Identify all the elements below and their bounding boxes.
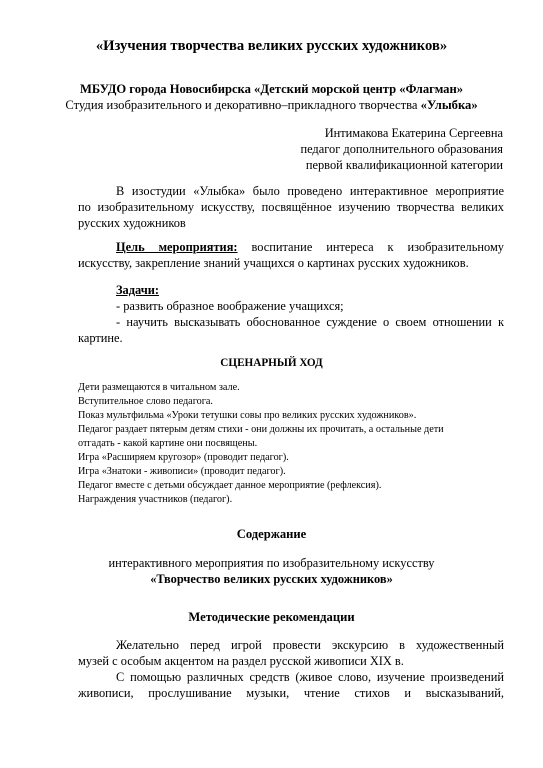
methods-line: С помощью различных средств (живое слово, изучение произведений bbox=[116, 670, 504, 684]
methods-heading: Методические рекомендации bbox=[188, 610, 355, 624]
task-item-1: - развить образное воображение учащихся; bbox=[116, 299, 344, 313]
scenario-heading: СЦЕНАРНЫЙ ХОД bbox=[220, 357, 323, 369]
scenario-line: отгадать - какой картине они посвящены. bbox=[78, 438, 258, 449]
content-line-2: «Творчество великих русских художников» bbox=[150, 572, 393, 586]
scenario-line: Дети размещаются в читальном зале. bbox=[78, 382, 240, 393]
tasks-label: Задачи: bbox=[116, 283, 159, 297]
author-category: первой квалификационной категории bbox=[305, 158, 503, 172]
task-item-2: - научить высказывать обоснованное суждение о своем отношении к bbox=[116, 315, 504, 329]
scenario-line: Показ мультфильма «Уроки тетушки совы про великих русских художников». bbox=[78, 410, 417, 421]
intro-line-2: по изобразительному искусству, посвящённое изучению творчества великих bbox=[78, 200, 504, 214]
scenario-line: Педагог раздает пятерым детям стихи - они должны их прочитать, а остальные дети bbox=[78, 424, 444, 435]
scenario-line: Вступительное слово педагога. bbox=[78, 396, 213, 407]
goal-text: воспитание интереса к изобразительному bbox=[237, 240, 504, 254]
author-position: педагог дополнительного образования bbox=[300, 142, 503, 156]
scenario-line: Награждения участников (педагог). bbox=[78, 494, 233, 505]
studio-name: «Улыбка» bbox=[420, 98, 478, 112]
org-name: МБУДО города Новосибирска «Детский морской центр «Флагман» bbox=[79, 82, 464, 96]
scenario-line: Игра «Знатоки - живописи» (проводит педагог). bbox=[78, 466, 286, 477]
content-heading: Содержание bbox=[236, 527, 307, 541]
methods-line: живописи, прослушивание музыки, чтение стихов и высказываний, bbox=[78, 686, 504, 700]
intro-line-3: русских художников bbox=[78, 216, 186, 230]
goal-line-2: искусству, закрепление знаний учащихся о картинах русских художников. bbox=[78, 256, 469, 270]
task-item-2-cont: картине. bbox=[78, 331, 123, 345]
scenario-line: Педагог вместе с детьми обсуждает данное мероприятие (рефлексия). bbox=[78, 480, 382, 491]
intro-line-1: В изостудии «Улыбка» было проведено интерактивное мероприятие bbox=[116, 184, 504, 198]
document-title: «Изучения творчества великих русских художников» bbox=[95, 38, 448, 54]
content-line-1: интерактивного мероприятия по изобразительному искусству bbox=[108, 556, 435, 570]
scenario-line: Игра «Расширяем кругозор» (проводит педагог). bbox=[78, 452, 289, 463]
author-name: Интимакова Екатерина Сергеевна bbox=[324, 126, 503, 140]
studio-line bbox=[0, 98, 543, 113]
methods-line: Желательно перед игрой провести экскурсию в художественный bbox=[116, 638, 504, 652]
methods-line: музей с особым акцентом на раздел русской живописи XIX в. bbox=[78, 654, 404, 668]
goal-line-1 bbox=[116, 240, 504, 255]
studio-line-text: Студия изобразительного и декоративно–прикладного творчества bbox=[65, 98, 421, 112]
goal-label: Цель мероприятия: bbox=[116, 240, 238, 254]
